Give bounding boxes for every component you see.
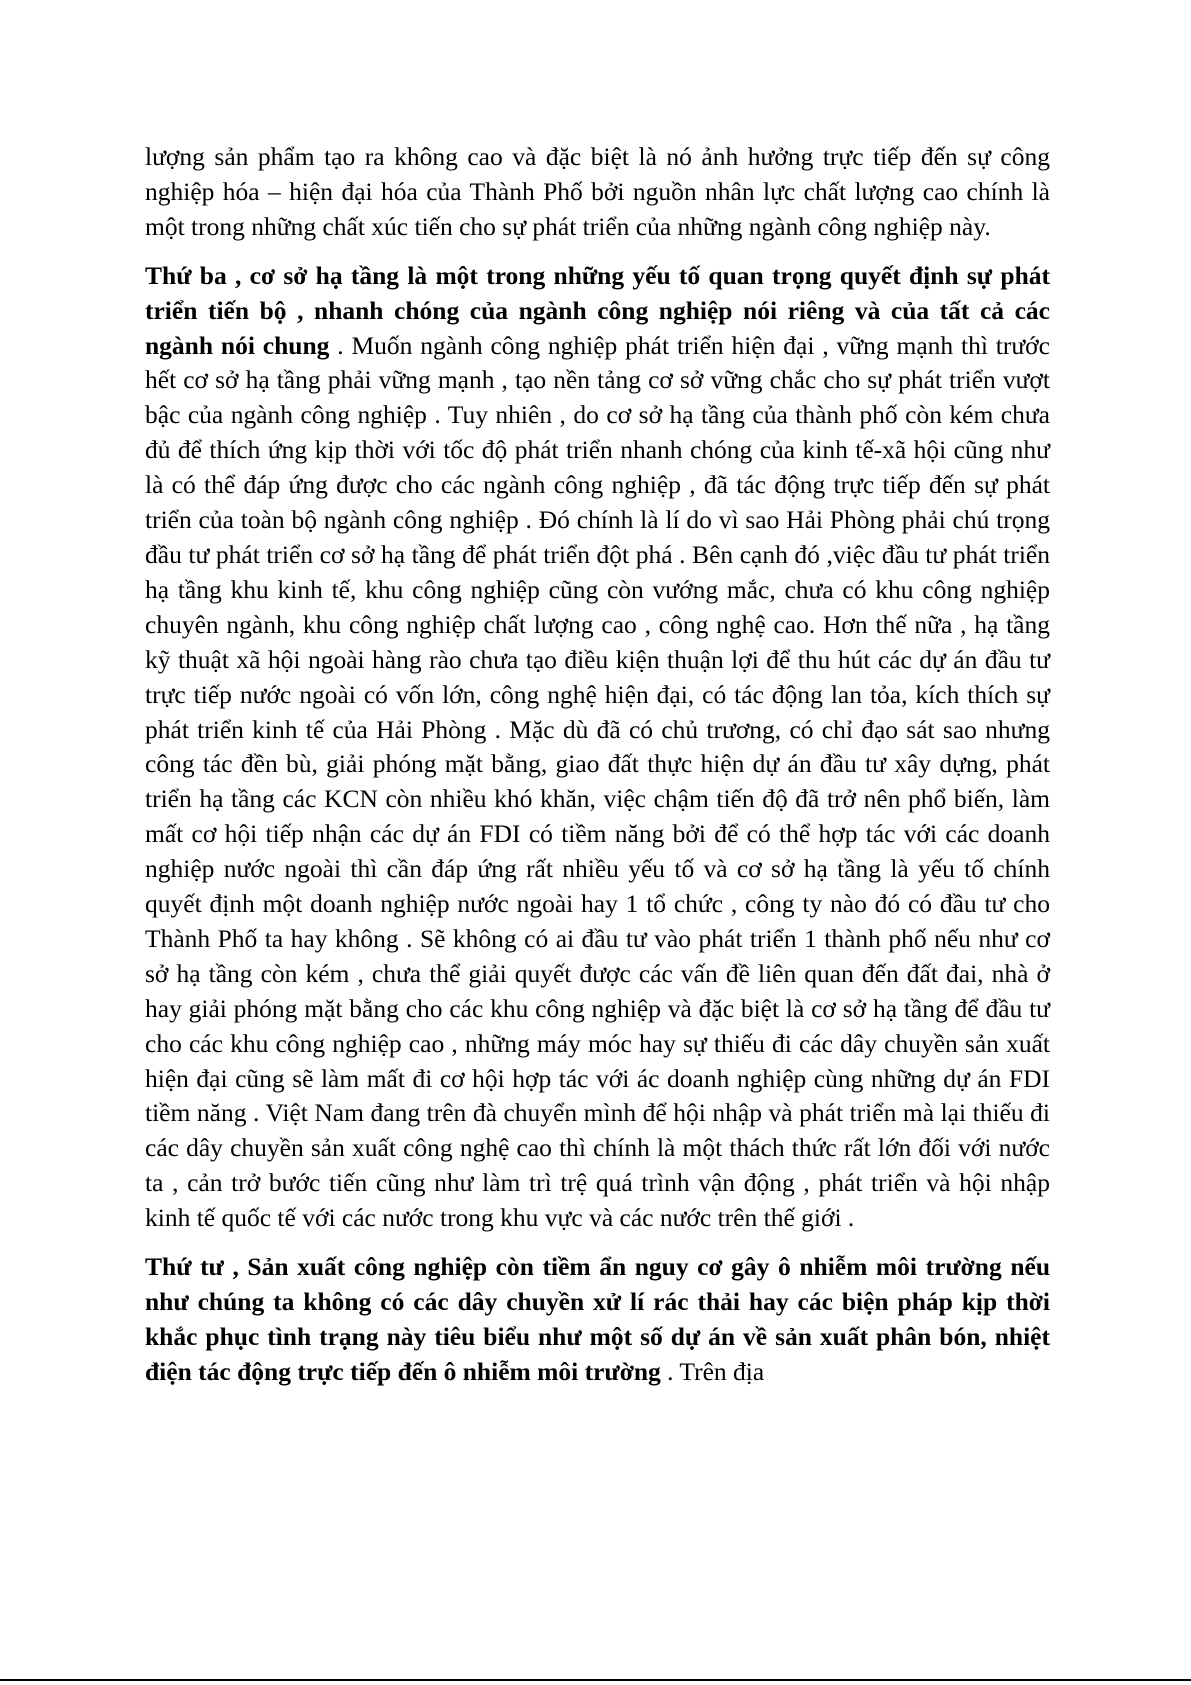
paragraph-3 [145, 1250, 1050, 1390]
paragraph-3-text: . Trên địa [660, 1356, 765, 1386]
paragraph-2-bold-lead: Thứ ba , cơ sở hạ tầng là một trong những yếu tố quan trọng quyết định sự phát triển tiến bộ , nhanh chóng của ngành công nghiệp nói riêng và của tất cả các ngành nói chung [145, 260, 1050, 360]
paragraph-2 [145, 259, 1050, 1236]
footer-rule [0, 1679, 1191, 1681]
paragraph-1 [145, 140, 1050, 245]
document-page [145, 140, 1050, 1390]
paragraph-1-text: lượng sản phẩm tạo ra không cao và đặc biệt là nó ảnh hưởng trực tiếp đến sự công nghiệp hóa – hiện đại hóa của Thành Phố bởi nguồn nhân lực chất lượng cao chính là một trong những chất xúc tiến cho sự phát triển của những ngành công nghiệp này. [145, 142, 1050, 241]
paragraph-2-text: . Muốn ngành công nghiệp phát triển hiện đại , vững mạnh thì trước hết cơ sở hạ tầng phải vững mạnh , tạo nền tảng cơ sở vững chắc cho sự phát triển vượt bậc của ngành công nghiệp . Tuy nhiên , do cơ sở hạ tầng của thành phố còn kém chưa đủ để thích ứng kịp thời với tốc độ phát triển nhanh chóng của kinh tế-xã hội cũng như là có thể đáp ứng được cho các ngành công nghiệp , đã tác động trực tiếp đến sự phát triển của toàn bộ ngành công nghiệp . Đó chính là lí do vì sao Hải Phòng phải chú trọng đầu tư phát triển cơ sở hạ tầng để phát triển đột phá . Bên cạnh đó ,việc đầu tư phát triển hạ tầng khu kinh tế, khu công nghiệp cũng còn vướng mắc, chưa có khu công nghiệp chuyên ngành, khu công nghiệp chất lượng cao , công nghệ cao. Hơn thế nữa , hạ tầng kỹ thuật xã hội ngoài hàng rào chưa tạo điều kiện thuận lợi để thu hút các dự án đầu tư trực tiếp nước ngoài có vốn lớn, công nghệ hiện đại, có tác động lan tỏa, kích thích sự phát triển kinh tế của Hải Phòng . Mặc dù đã có chủ trương, có chỉ đạo sát sao nhưng công tác đền bù, giải phóng mặt bằng, giao đất thực hiện dự án đầu tư xây dựng, phát triển hạ tầng các KCN còn nhiều khó khăn, việc chậm tiến độ đã trở nên phổ biến, làm mất cơ hội tiếp nhận các dự án FDI có tiềm năng bởi để có thể hợp tác với các doanh nghiệp nước ngoài thì cần đáp ứng rất nhiều yếu tố và cơ sở hạ tầng là yếu tố chính quyết định một doanh nghiệp nước ngoài hay 1 tổ chức , công ty nào đó có đầu tư cho Thành Phố ta hay không . Sẽ không có ai đầu tư vào phát triển 1 thành phố nếu như cơ sở hạ tầng còn kém , chưa thể giải quyết được các vấn đề liên quan đến đất đai, nhà ở hay giải phóng mặt bằng cho các khu công nghiệp và đặc biệt là cơ sở hạ tầng để đầu tư cho các khu công nghiệp cao , những máy móc hay sự thiếu đi các dây chuyền sản xuất hiện đại cũng sẽ làm mất đi cơ hội hợp tác với ác doanh nghiệp cùng những dự án FDI tiềm năng . Việt Nam đang trên đà chuyển mình để hội nhập và phát triển mà lại thiếu đi các dây chuyền sản xuất công nghệ cao thì chính là một thách thức rất lớn đối với nước ta , cản trở bước tiến cũng như làm trì trệ quá trình vận động , phát triển và hội nhập kinh tế quốc tế với các nước trong khu vực và các nước trên thế giới . [145, 330, 1050, 1233]
paragraph-3-bold-lead: Thứ tư , Sản xuất công nghiệp còn tiềm ẩn nguy cơ gây ô nhiễm môi trường nếu như chúng ta không có các dây chuyền xử lí rác thải hay các biện pháp kịp thời khắc phục tình trạng này tiêu biểu như một số dự án về sản xuất phân bón, nhiệt điện tác động trực tiếp đến ô nhiễm môi trường [145, 1252, 1050, 1386]
